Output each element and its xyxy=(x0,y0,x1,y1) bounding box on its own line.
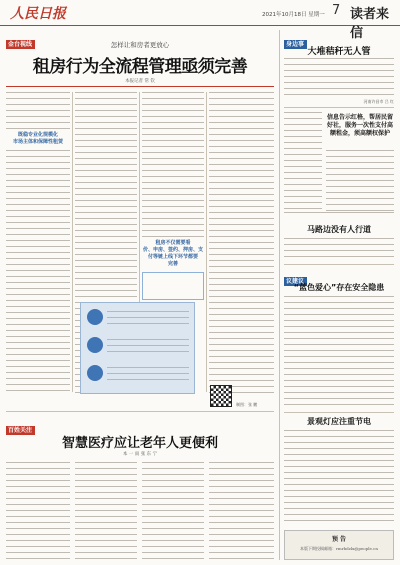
page-title: 读者来信 xyxy=(350,7,390,41)
main-col4-text xyxy=(209,92,274,395)
right-divider xyxy=(284,264,394,265)
headline-rule xyxy=(6,86,274,87)
issue-date: 2021年10月18日 星期一 xyxy=(262,12,325,18)
right-section-tag-2: 议建议 xyxy=(284,268,307,287)
chart-credit: 制图：张 鹏 xyxy=(236,402,258,407)
right-text-2a xyxy=(284,112,322,212)
main-kicker: 怎样让和房者更放心 xyxy=(110,41,170,49)
main-col1-text-a xyxy=(6,92,70,130)
main-col3-text-a xyxy=(142,92,204,237)
right-column-separator xyxy=(279,30,280,560)
section-divider xyxy=(6,411,274,412)
info-icon-1 xyxy=(87,309,103,325)
right-title-1: 大堆秸秆无人管 xyxy=(307,47,371,57)
bottom-byline: 本 一 雨 张 东 宁 xyxy=(122,452,158,457)
bottom-col2-text xyxy=(75,462,137,560)
right-divider xyxy=(284,107,394,108)
right-text-1 xyxy=(284,58,394,98)
info-icon-2 xyxy=(87,337,103,353)
info-text-1 xyxy=(107,311,189,325)
right-text-5 xyxy=(284,430,394,525)
quote-frame xyxy=(142,272,204,300)
main-col1-text-b xyxy=(6,150,70,395)
main-pull-quote: 租房不仅需要看 价、申房、签约、押房、支 付等链上线下环节都要 完善 xyxy=(142,240,203,267)
main-headline: 租房行为全流程管理亟须完善 xyxy=(32,57,248,77)
main-byline: 本报记者 常 钦 xyxy=(125,79,155,84)
page-number: 7 xyxy=(332,3,341,18)
right-text-2c xyxy=(284,212,394,216)
right-text-4 xyxy=(284,296,394,408)
notice-box xyxy=(284,530,394,560)
bottom-col3-text xyxy=(142,462,204,560)
right-title-5: 景观灯应注重节电 xyxy=(307,417,371,426)
right-text-2b xyxy=(326,150,394,212)
bottom-col4-text xyxy=(209,462,274,560)
bottom-col1-text xyxy=(6,462,70,560)
right-sign-1: 河南许昌市 吕 红 xyxy=(363,99,394,104)
notice-title: 预 告 xyxy=(331,536,347,543)
bottom-section-tag: 百姓关注 xyxy=(6,417,35,436)
right-title-3: 马路边没有人行道 xyxy=(307,225,371,234)
info-text-3 xyxy=(107,367,189,381)
right-title-4: “蓝色爱心”存在安全隐患 xyxy=(293,283,385,292)
col-separator xyxy=(72,92,73,392)
info-text-2 xyxy=(107,339,189,353)
col-separator xyxy=(206,92,207,392)
right-divider xyxy=(284,412,394,413)
main-subhead-1: 既稳专业化规模化 市场主体和保障性租赁 xyxy=(12,132,63,145)
info-icon-3 xyxy=(87,365,103,381)
bottom-headline: 智慧医疗应让老年人更便利 xyxy=(61,436,218,451)
qr-code xyxy=(210,385,232,407)
main-section-tag: 金台视线 xyxy=(6,31,35,50)
right-title-2: 信息告示红格，帮居民留好社，服务一次性支付高额租金，须高额权保护 xyxy=(326,114,393,137)
newspaper-logo: 人民日报 xyxy=(10,6,66,22)
right-text-3 xyxy=(284,238,394,258)
right-section-tag-1: 身边事 xyxy=(284,31,307,50)
infographic-panel xyxy=(80,302,195,394)
notice-text: 本版下期投稿邮箱：rmrbdzlx@people.cn xyxy=(299,546,378,551)
